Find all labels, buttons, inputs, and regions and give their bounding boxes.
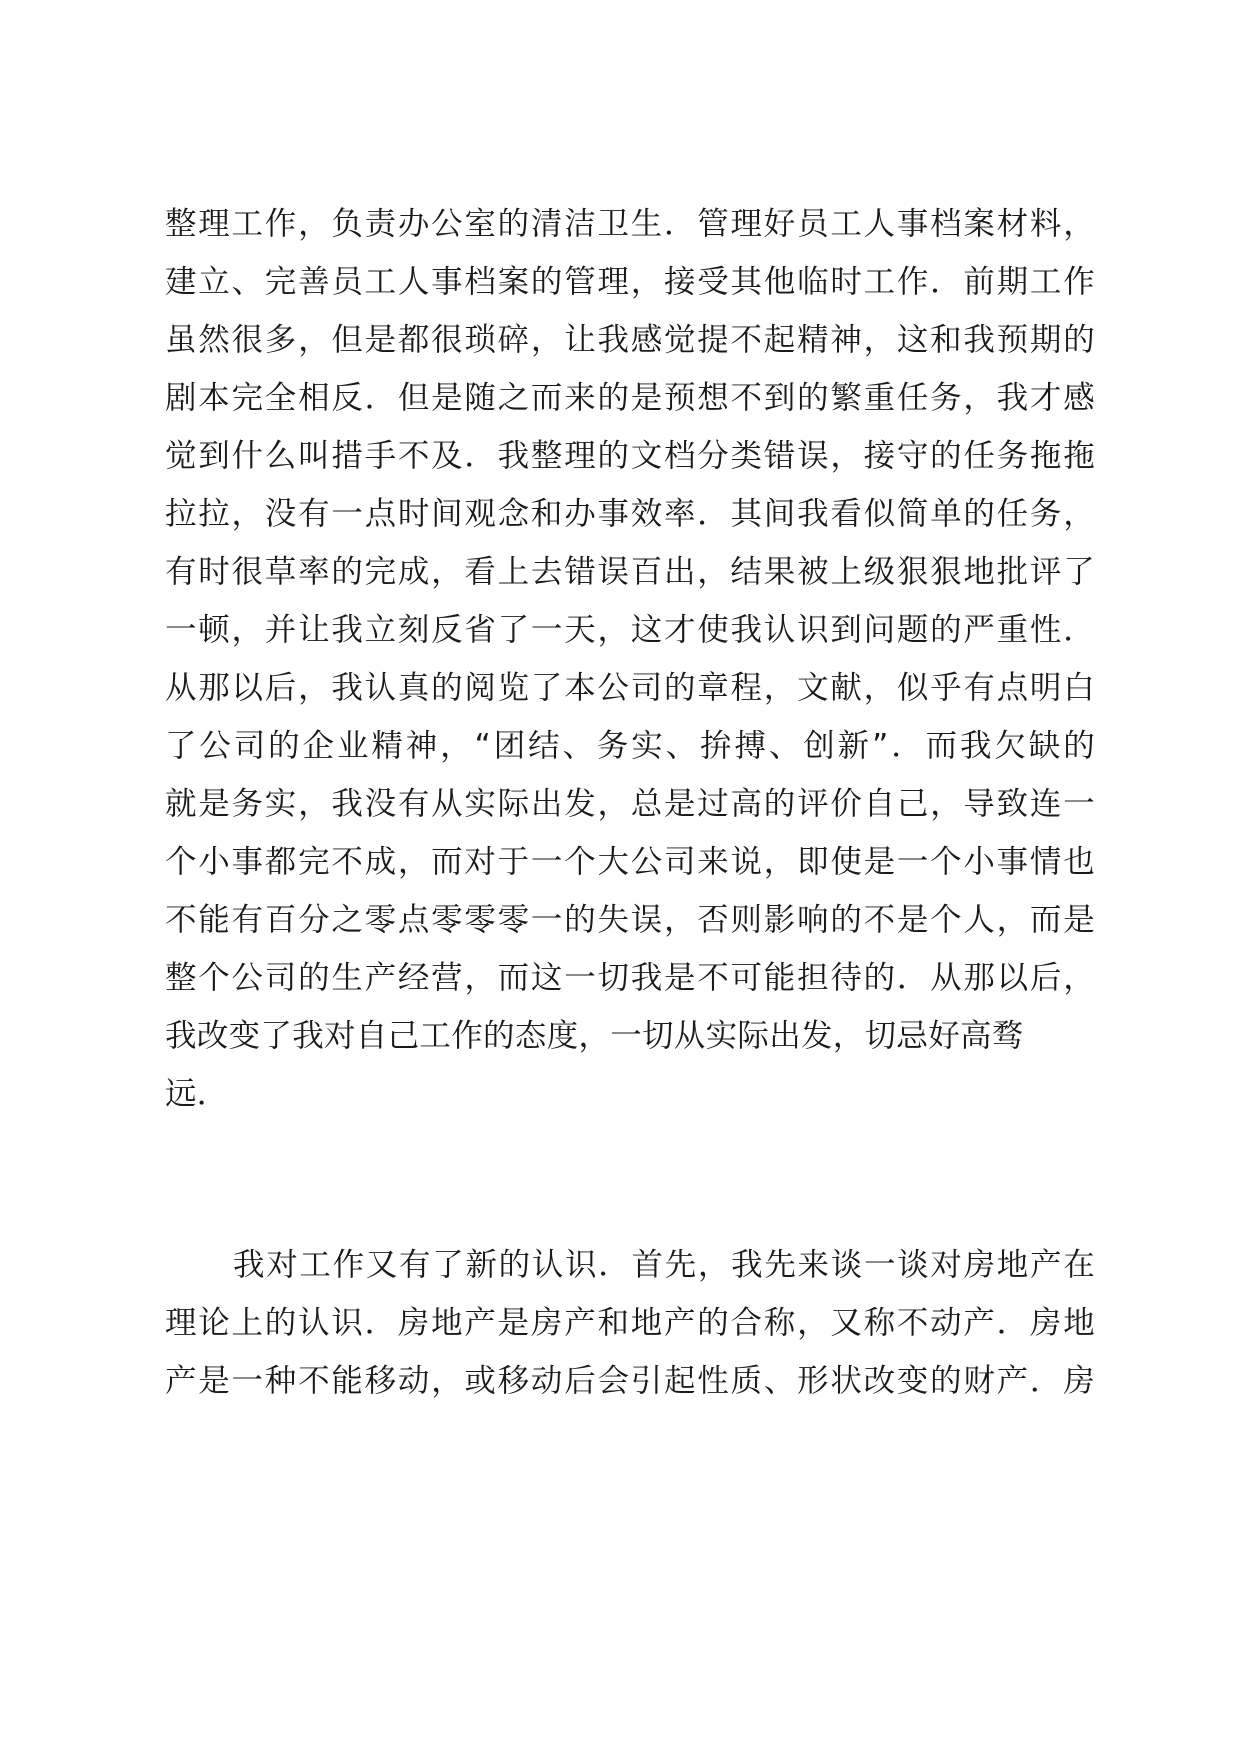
- paragraph-2-line-2: 理论上的认识．房地产是房产和地产的合称，又称不动产．房地: [165, 1305, 1095, 1341]
- paragraph-1-line-6: 拉拉，没有一点时间观念和办事效率．其间我看似简单的任务，: [165, 496, 1095, 532]
- paragraph-1-line-15: 我改变了我对自己工作的态度，一切从实际出发，切忌好高骛: [165, 1018, 1024, 1054]
- paragraph-2-line-1: 我对工作又有了新的认识．首先，我先来谈一谈对房地产在: [233, 1247, 1095, 1283]
- paragraph-1-line-3: 虽然很多，但是都很琐碎，让我感觉提不起精神，这和我预期的: [165, 322, 1095, 358]
- paragraph-1-line-13: 不能有百分之零点零零零一的失误，否则影响的不是个人，而是: [165, 902, 1095, 938]
- paragraph-1-line-10: 了公司的企业精神，“团结、务实、拚搏、创新”．而我欠缺的: [165, 728, 1095, 764]
- paragraph-1-line-5: 觉到什么叫措手不及．我整理的文档分类错误，接守的任务拖拖: [165, 438, 1095, 474]
- paragraph-1-line-8: 一顿，并让我立刻反省了一天，这才使我认识到问题的严重性．: [165, 612, 1095, 648]
- paragraph-1-line-14: 整个公司的生产经营，而这一切我是不可能担待的．从那以后，: [165, 960, 1095, 996]
- paragraph-2-line-3: 产是一种不能移动，或移动后会引起性质、形状改变的财产．房: [165, 1363, 1095, 1399]
- paragraph-1-line-9: 从那以后，我认真的阅览了本公司的章程，文献，似乎有点明白: [165, 670, 1095, 706]
- paragraph-1-line-1: 整理工作，负责办公室的清洁卫生．管理好员工人事档案材料，: [165, 206, 1095, 242]
- paragraph-1-line-4: 剧本完全相反．但是随之而来的是预想不到的繁重任务，我才感: [165, 380, 1095, 416]
- paragraph-1-line-11: 就是务实，我没有从实际出发，总是过高的评价自己，导致连一: [165, 786, 1095, 822]
- paragraph-1-line-16: 远．: [165, 1076, 229, 1112]
- paragraph-1-line-12: 个小事都完不成，而对于一个大公司来说，即使是一个小事情也: [165, 844, 1095, 880]
- paragraph-1-line-2: 建立、完善员工人事档案的管理，接受其他临时工作．前期工作: [165, 264, 1095, 300]
- paragraph-1-line-7: 有时很草率的完成，看上去错误百出，结果被上级狠狠地批评了: [165, 554, 1095, 590]
